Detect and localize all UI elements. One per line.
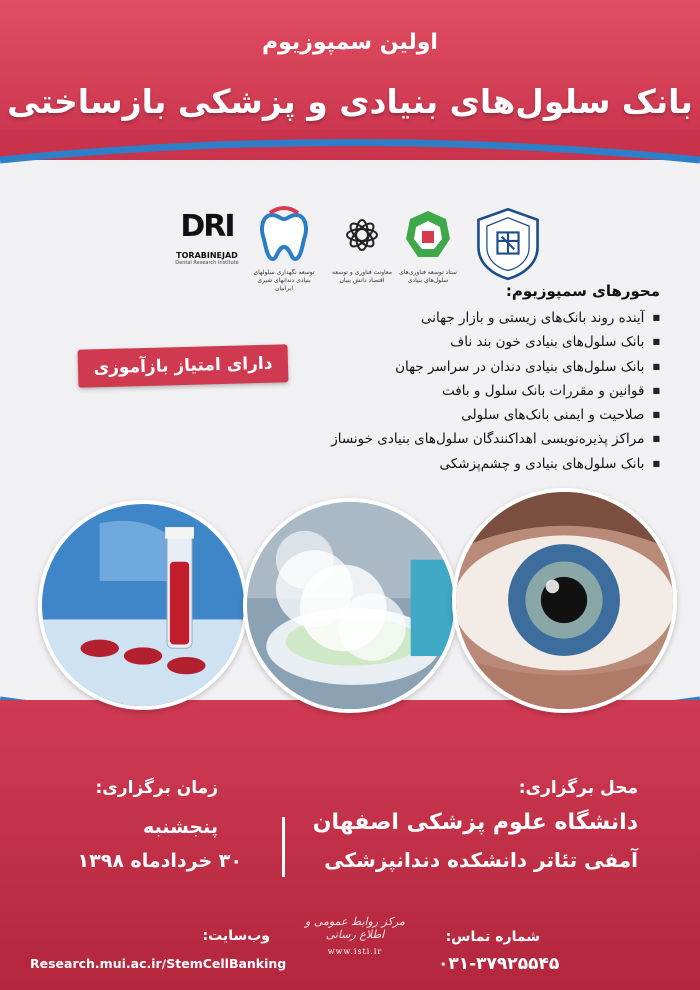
eye-icon (456, 492, 673, 709)
topics-title: محورهای سمپوزیوم: (505, 282, 660, 300)
dri-mark: DRI (180, 209, 234, 244)
location-label: محل برگزاری: (518, 778, 638, 798)
topic-item: ■ بانک سلول‌های بنیادی دندان در سراسر جهان (260, 355, 660, 379)
stemcell-caption: ستاد توسعه فناوری‌های سلول‌های بنیادی (399, 269, 457, 284)
eye-photo (452, 488, 677, 713)
cryo-vapor-icon (247, 502, 454, 709)
info-divider (282, 817, 285, 877)
website-label: وب‌سایت: (202, 928, 270, 944)
header-curve (0, 130, 700, 200)
isti-logo (300, 915, 410, 975)
tooth-icon (252, 205, 316, 269)
flower-emblem-icon (330, 205, 394, 269)
website-link[interactable]: Research.mui.ac.ir/StemCellBanking (30, 956, 287, 971)
dri-logo (170, 205, 244, 287)
dri-sub: Dental Research Institute (175, 260, 239, 266)
stemcell-emblem-icon (396, 205, 460, 269)
science-caption: معاونت فناوری و توسعه اقتصاد دانش بنیان (332, 269, 392, 284)
isti-url[interactable]: www.isti.ir (327, 947, 383, 956)
location-university: دانشگاه علوم پزشکی اصفهان (312, 810, 638, 835)
stemcell-logo (396, 205, 460, 285)
topics-list (260, 306, 660, 476)
university-shield-icon (473, 205, 543, 281)
cme-ribbon (78, 344, 289, 387)
cryo-vapor-photo (243, 498, 458, 713)
symposium-subtitle: اولین سمپوزیوم (262, 30, 438, 55)
topic-item: ■ بانک سلول‌های بنیادی و چشم‌پزشکی (260, 452, 660, 476)
location-hall: آمفی تئاتر دانشکده دندانپزشکی (324, 848, 638, 872)
topic-item: ■ مراکز پذیره‌نویسی اهداکنندگان سلول‌های بنیادی خونساز (260, 427, 660, 451)
contact-label: شماره تماس: (445, 929, 540, 945)
isti-mark: مرکز روابط عمومی و اطلاع رسانی (305, 915, 405, 941)
topic-item: ■ بانک سلول‌های بنیادی خون بند ناف (260, 330, 660, 354)
cme-ribbon-label: دارای امتیاز بازآموزی (93, 353, 273, 379)
symposium-title: بانک سلول‌های بنیادی و پزشکی بازساختی (7, 82, 693, 121)
time-date: ۳۰ خردادماه ۱۳۹۸ (77, 850, 242, 872)
topic-item: ■ صلاحیت و ایمنی بانک‌های سلولی (260, 403, 660, 427)
dental-logo (252, 205, 316, 292)
lab-tube-photo (38, 500, 248, 710)
university-logo (470, 205, 546, 285)
time-day: پنجشنبه (143, 816, 218, 838)
science-logo (330, 205, 394, 285)
dri-name: TORABINEJAD (176, 251, 238, 260)
topic-item: ■ آینده روند بانک‌های زیستی و بازار جهانی (260, 306, 660, 330)
sponsor-logos (170, 205, 550, 290)
topic-item: ■ قوانین و مقررات بانک سلول و بافت (260, 379, 660, 403)
test-tube-icon (42, 504, 244, 706)
dental-caption: توسعه نگهداری سلولهای بنیادی دندانهای شیری ایرانیان (253, 269, 315, 292)
time-label: زمان برگزاری: (95, 778, 218, 798)
contact-phone[interactable]: ۰۳۱-۳۷۹۲۵۵۴۵ (438, 954, 560, 974)
